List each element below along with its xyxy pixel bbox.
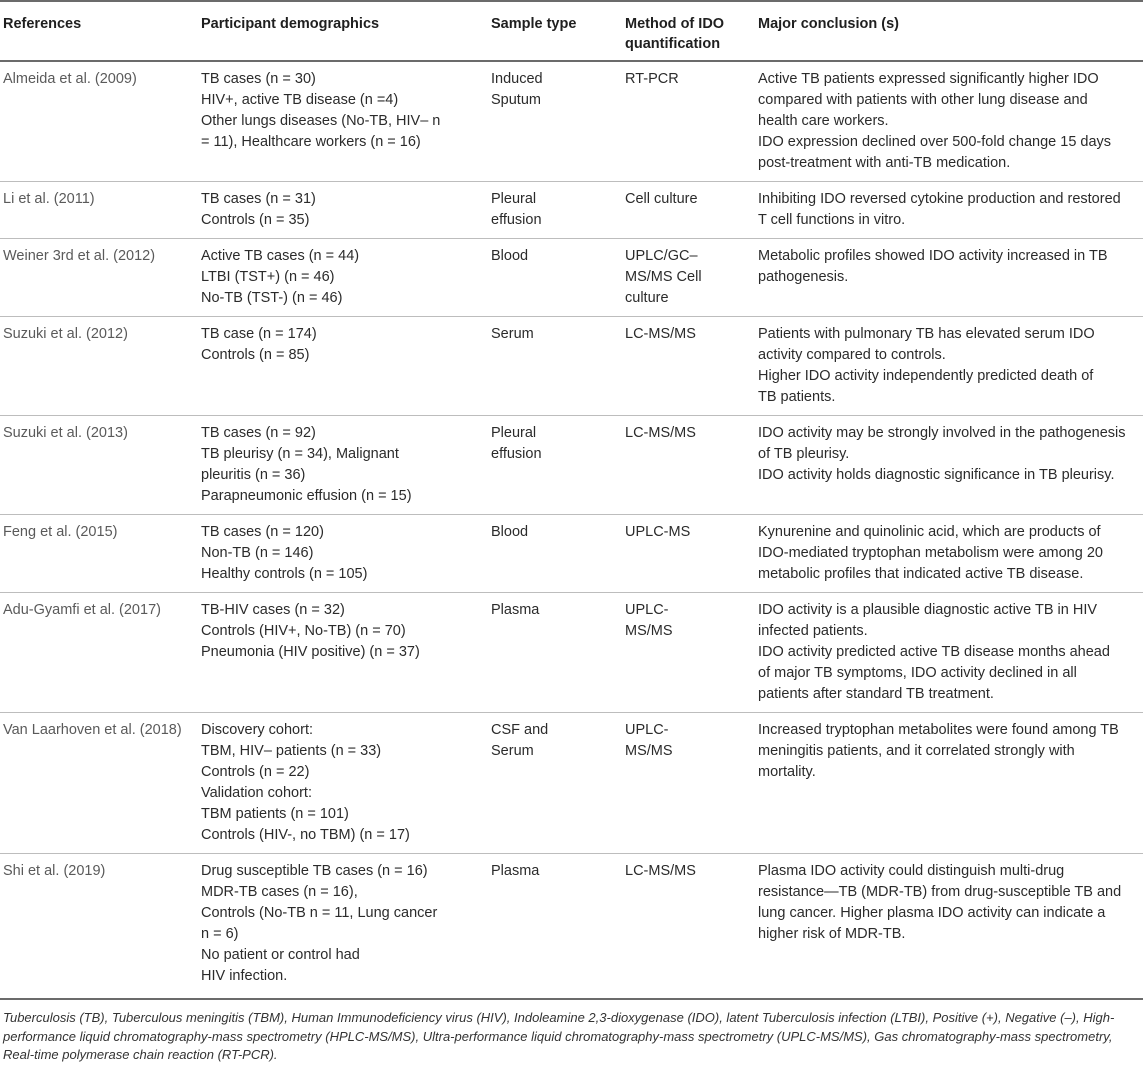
cell-method [622, 515, 755, 593]
cell-sample-type [488, 61, 622, 182]
header-references: References [0, 1, 198, 61]
cell-line: health care workers. [758, 113, 889, 129]
cell-line: Active TB cases (n = 44) [201, 248, 360, 264]
cell-line: TB patients. [758, 389, 836, 405]
cell-line: Non-TB (n = 146) [201, 545, 314, 561]
cell-line: patients after standard TB treatment. [758, 686, 994, 702]
table-row [0, 593, 1143, 713]
cell-line: compared with patients with other lung disease and [758, 92, 1088, 108]
cell-line: Induced [491, 71, 543, 87]
cell-line: UPLC/GC– [625, 248, 698, 264]
table-footnote: Tuberculosis (TB), Tuberculous meningitis (TBM), Human Immunodeficiency virus (HIV), Indoleamine 2,3-dioxygenase (IDO), latent Tuberculosis infection (LTBI), Positive (+), Negative (–), High-performance liquid chromatography-mass spectrometry (HPLC-MS/MS), Ultra-performance liquid chromatography-mass spectrometry (UPLC-MS/MS), Gas chromatography-mass spectrometry, Real-time polymerase chain reaction (RT-PCR). [3, 1010, 1115, 1062]
cell-method [622, 239, 755, 317]
cell-line: TB cases (n = 120) [201, 524, 324, 540]
cell-line: MS/MS [625, 623, 673, 639]
cell-line: No patient or control had [201, 947, 360, 963]
cell-line: Controls (HIV-, no TBM) (n = 17) [201, 827, 410, 843]
cell-line: Inhibiting IDO reversed cytokine production and restored [758, 191, 1121, 207]
table-header [0, 1, 1143, 61]
header-sample-type: Sample type [488, 1, 622, 61]
cell-participant-demographics [198, 593, 488, 713]
cell-line: TBM patients (n = 101) [201, 806, 349, 822]
cell-reference: Suzuki et al. (2012) [0, 317, 198, 416]
cell-reference: Li et al. (2011) [0, 182, 198, 239]
cell-sample-type [488, 317, 622, 416]
cell-line: MS/MS [625, 743, 673, 759]
cell-line: Patients with pulmonary TB has elevated serum IDO [758, 326, 1095, 342]
cell-line: LC-MS/MS [625, 326, 696, 342]
cell-line: MDR-TB cases (n = 16), [201, 884, 358, 900]
cell-major-conclusion [755, 593, 1143, 713]
cell-line: activity compared to controls. [758, 347, 946, 363]
cell-line: LC-MS/MS [625, 425, 696, 441]
cell-line: TB cases (n = 31) [201, 191, 316, 207]
cell-line: UPLC-MS [625, 524, 691, 540]
cell-participant-demographics [198, 317, 488, 416]
cell-line: post-treatment with anti-TB medication. [758, 155, 1011, 171]
cell-line: T cell functions in vitro. [758, 212, 906, 228]
cell-line: Serum [491, 326, 534, 342]
table-row [0, 61, 1143, 182]
cell-line: n = 6) [201, 926, 239, 942]
cell-sample-type [488, 239, 622, 317]
cell-line: Drug susceptible TB cases (n = 16) [201, 863, 428, 879]
cell-line: resistance—TB (MDR-TB) from drug-susceptible TB and [758, 884, 1122, 900]
cell-line: Blood [491, 248, 529, 264]
cell-reference: Weiner 3rd et al. (2012) [0, 239, 198, 317]
cell-line: Higher IDO activity independently predicted death of [758, 368, 1094, 384]
cell-line: Controls (n = 85) [201, 347, 310, 363]
table-row [0, 317, 1143, 416]
cell-major-conclusion [755, 61, 1143, 182]
cell-line: RT-PCR [625, 71, 679, 87]
table-row [0, 854, 1143, 1000]
cell-line: meningitis patients, and it correlated strongly with [758, 743, 1075, 759]
cell-reference: Suzuki et al. (2013) [0, 416, 198, 515]
cell-line: Controls (HIV+, No-TB) (n = 70) [201, 623, 406, 639]
cell-line: higher risk of MDR-TB. [758, 926, 906, 942]
header-participant-demographics: Participant demographics [198, 1, 488, 61]
cell-major-conclusion [755, 713, 1143, 854]
cell-line: IDO activity holds diagnostic significance in TB pleurisy. [758, 467, 1115, 483]
cell-sample-type [488, 713, 622, 854]
cell-line: UPLC- [625, 722, 669, 738]
table-row [0, 239, 1143, 317]
cell-line: culture [625, 290, 669, 306]
cell-line: effusion [491, 212, 542, 228]
cell-line: infected patients. [758, 623, 868, 639]
cell-sample-type [488, 593, 622, 713]
cell-line: of major TB symptoms, IDO activity declined in all [758, 665, 1077, 681]
cell-line: TBM, HIV– patients (n = 33) [201, 743, 382, 759]
cell-line: HIV+, active TB disease (n =4) [201, 92, 399, 108]
cell-method [622, 593, 755, 713]
cell-line: LTBI (TST+) (n = 46) [201, 269, 335, 285]
cell-reference: Feng et al. (2015) [0, 515, 198, 593]
cell-line: TB cases (n = 30) [201, 71, 316, 87]
cell-method [622, 854, 755, 1000]
cell-line: Active TB patients expressed significantly higher IDO [758, 71, 1099, 87]
cell-line: IDO activity may be strongly involved in the pathogenesis [758, 425, 1126, 441]
cell-line: Pneumonia (HIV positive) (n = 37) [201, 644, 420, 660]
cell-major-conclusion [755, 515, 1143, 593]
table-row [0, 416, 1143, 515]
cell-line: TB case (n = 174) [201, 326, 317, 342]
cell-participant-demographics [198, 239, 488, 317]
cell-sample-type [488, 416, 622, 515]
cell-participant-demographics [198, 515, 488, 593]
cell-method [622, 416, 755, 515]
cell-line: of TB pleurisy. [758, 446, 850, 462]
cell-line: Plasma [491, 863, 540, 879]
cell-line: IDO activity is a plausible diagnostic active TB in HIV [758, 602, 1098, 618]
cell-reference: Van Laarhoven et al. (2018) [0, 713, 198, 854]
cell-reference: Shi et al. (2019) [0, 854, 198, 1000]
header-method: Method of IDO quantification [622, 1, 755, 61]
cell-line: IDO expression declined over 500-fold change 15 days [758, 134, 1112, 150]
cell-method [622, 61, 755, 182]
cell-participant-demographics [198, 713, 488, 854]
cell-line: Controls (n = 35) [201, 212, 310, 228]
cell-major-conclusion [755, 239, 1143, 317]
cell-line: effusion [491, 446, 542, 462]
table-body [0, 61, 1143, 999]
cell-line: Validation cohort: [201, 785, 312, 801]
cell-line: TB pleurisy (n = 34), Malignant [201, 446, 399, 462]
cell-participant-demographics [198, 61, 488, 182]
cell-line: Controls (n = 22) [201, 764, 310, 780]
cell-line: Sputum [491, 92, 541, 108]
cell-major-conclusion [755, 854, 1143, 1000]
cell-participant-demographics [198, 182, 488, 239]
cell-reference: Almeida et al. (2009) [0, 61, 198, 182]
cell-line: TB cases (n = 92) [201, 425, 316, 441]
cell-sample-type [488, 182, 622, 239]
cell-line: Parapneumonic effusion (n = 15) [201, 488, 412, 504]
cell-line: metabolic profiles that indicated active TB disease. [758, 566, 1084, 582]
cell-line: pleuritis (n = 36) [201, 467, 306, 483]
cell-line: Metabolic profiles showed IDO activity increased in TB [758, 248, 1108, 264]
cell-line: LC-MS/MS [625, 863, 696, 879]
cell-line: Healthy controls (n = 105) [201, 566, 368, 582]
cell-major-conclusion [755, 416, 1143, 515]
cell-participant-demographics [198, 416, 488, 515]
table-row [0, 515, 1143, 593]
cell-line: Pleural [491, 191, 537, 207]
cell-line: IDO activity predicted active TB disease months ahead [758, 644, 1110, 660]
cell-line: lung cancer. Higher plasma IDO activity can indicate a [758, 905, 1106, 921]
cell-major-conclusion [755, 317, 1143, 416]
cell-sample-type [488, 515, 622, 593]
cell-line: TB-HIV cases (n = 32) [201, 602, 345, 618]
cell-participant-demographics [198, 854, 488, 1000]
table-row [0, 713, 1143, 854]
table-row [0, 182, 1143, 239]
cell-line: Serum [491, 743, 534, 759]
cell-line: Pleural [491, 425, 537, 441]
cell-line: HIV infection. [201, 968, 288, 984]
cell-line: Plasma IDO activity could distinguish multi-drug [758, 863, 1065, 879]
cell-sample-type [488, 854, 622, 1000]
cell-line: Increased tryptophan metabolites were found among TB [758, 722, 1119, 738]
cell-line: Discovery cohort: [201, 722, 314, 738]
cell-reference: Adu-Gyamfi et al. (2017) [0, 593, 198, 713]
header-row [0, 1, 1143, 61]
cell-method [622, 713, 755, 854]
cell-line: Other lungs diseases (No-TB, HIV– n [201, 113, 441, 129]
cell-line: IDO-mediated tryptophan metabolism were among 20 [758, 545, 1103, 561]
cell-line: = 11), Healthcare workers (n = 16) [201, 134, 421, 150]
cell-line: MS/MS Cell [625, 269, 702, 285]
cell-line: Kynurenine and quinolinic acid, which are products of [758, 524, 1101, 540]
cell-line: Plasma [491, 602, 540, 618]
cell-line: Controls (No-TB n = 11, Lung cancer [201, 905, 438, 921]
cell-line: No-TB (TST-) (n = 46) [201, 290, 343, 306]
header-major-conclusion: Major conclusion (s) [755, 1, 1143, 61]
cell-line: mortality. [758, 764, 816, 780]
cell-line: CSF and [491, 722, 549, 738]
cell-line: pathogenesis. [758, 269, 849, 285]
cell-method [622, 182, 755, 239]
cell-method [622, 317, 755, 416]
cell-major-conclusion [755, 182, 1143, 239]
cell-line: Cell culture [625, 191, 698, 207]
cell-line: UPLC- [625, 602, 669, 618]
cell-line: Blood [491, 524, 529, 540]
